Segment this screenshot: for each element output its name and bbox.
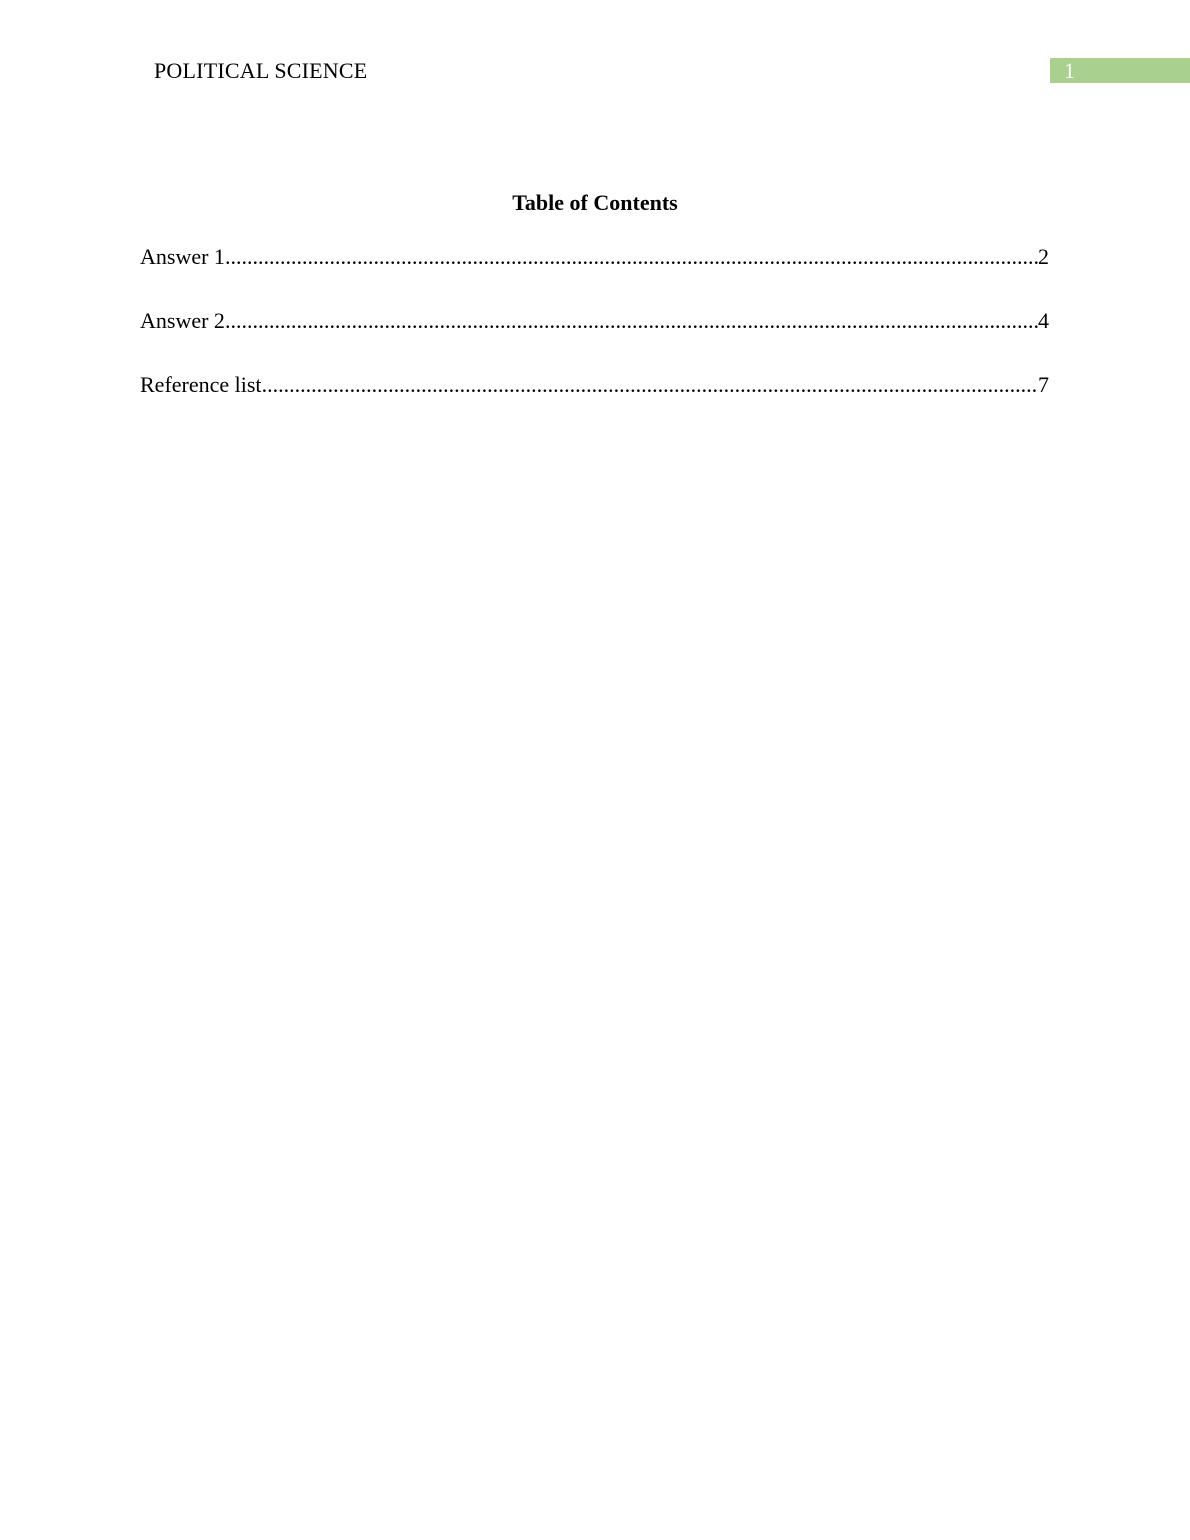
toc-heading: Table of Contents (512, 190, 678, 215)
toc-entry-label: Answer 1 (140, 244, 225, 269)
toc-dot-leader (262, 371, 1038, 399)
toc-entry-answer-2[interactable] (140, 307, 1049, 371)
page-number: 1 (1064, 58, 1075, 83)
toc-dot-leader (225, 307, 1038, 335)
toc-entry-answer-1[interactable] (140, 243, 1049, 307)
running-header-title: POLITICAL SCIENCE (154, 58, 368, 83)
table-of-contents (140, 243, 1049, 435)
toc-entry-reference-list[interactable] (140, 371, 1049, 435)
toc-entry-page: 4 (1038, 308, 1049, 333)
toc-entry-label: Answer 2 (140, 308, 225, 333)
toc-entry-label: Reference list (140, 372, 262, 397)
toc-entry-page: 2 (1038, 244, 1049, 269)
toc-dot-leader (225, 243, 1038, 271)
page-number-badge (1050, 58, 1190, 83)
toc-entry-page: 7 (1038, 372, 1049, 397)
